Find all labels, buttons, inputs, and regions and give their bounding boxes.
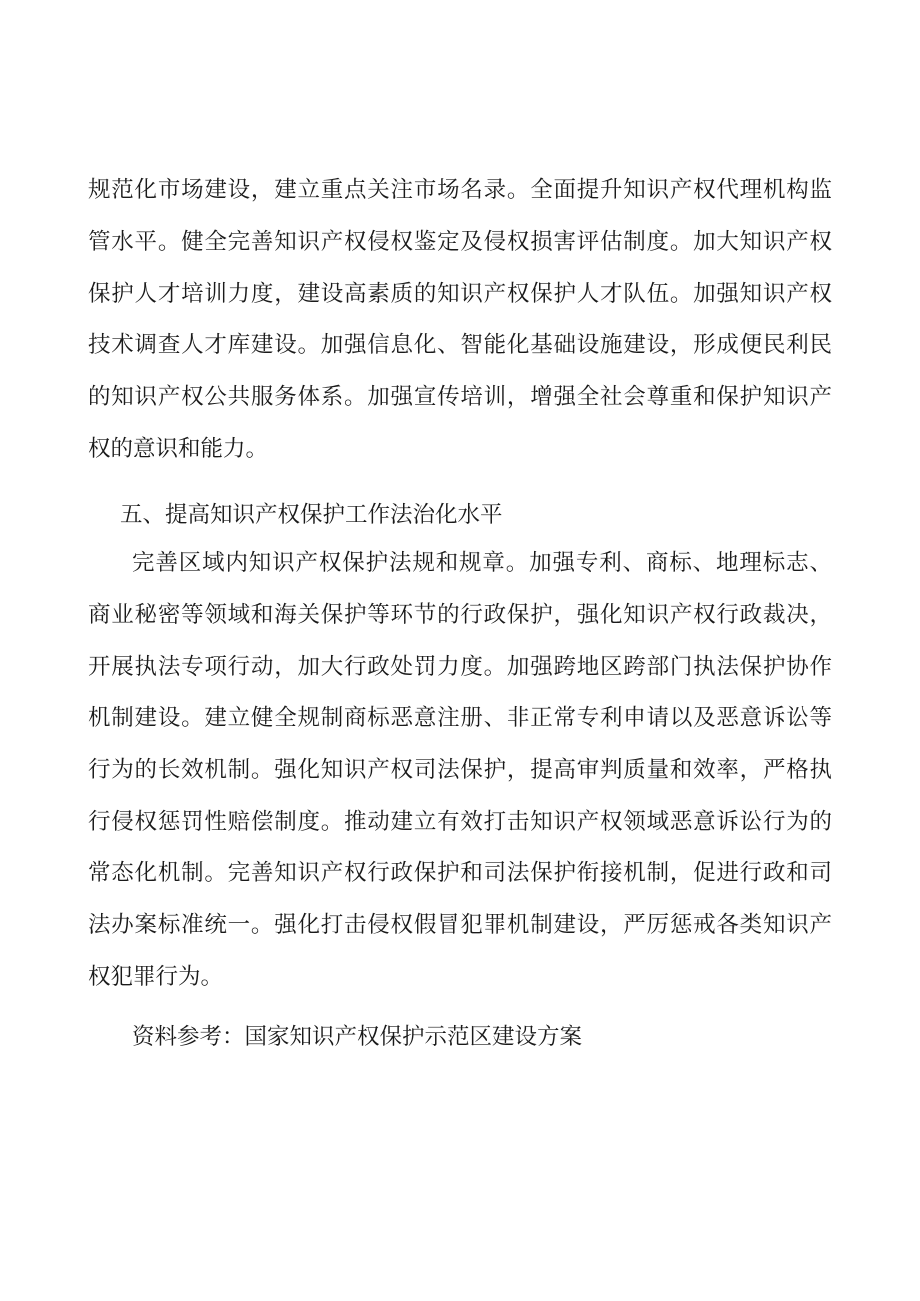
section5-line-4: 机制建设。建立健全规制商标恶意注册、非正常专利申请以及恶意诉讼等 — [88, 705, 832, 731]
paragraph1-line-4: 技术调查人才库建设。加强信息化、智能化基础设施建设，形成便民利民 — [88, 332, 832, 358]
section5-line-3: 开展执法专项行动，加大行政处罚力度。加强跨地区跨部门执法保护协作 — [88, 654, 832, 680]
section5-line-7: 常态化机制。完善知识产权行政保护和司法保护衔接机制，促进行政和司 — [88, 860, 832, 886]
section5-line-2: 商业秘密等领域和海关保护等环节的行政保护，强化知识产权行政裁决， — [88, 602, 832, 628]
section5-line-6: 行侵权惩罚性赔偿制度。推动建立有效打击知识产权领域恶意诉讼行为的 — [88, 809, 832, 835]
paragraph1-line-3: 保护人才培训力度，建设高素质的知识产权保护人才队伍。加强知识产权 — [88, 281, 832, 307]
paragraph1-line-2: 管水平。健全完善知识产权侵权鉴定及侵权损害评估制度。加大知识产权 — [88, 229, 832, 255]
section5-line-8: 法办案标准统一。强化打击侵权假冒犯罪机制建设，严厉惩戒各类知识产 — [88, 912, 832, 938]
section5-line-5: 行为的长效机制。强化知识产权司法保护，提高审判质量和效率，严格执 — [88, 757, 832, 783]
section-heading: 五、提高知识产权保护工作法治化水平 — [120, 502, 503, 528]
paragraph1-line-5: 的知识产权公共服务体系。加强宣传培训，增强全社会尊重和保护知识产 — [88, 384, 832, 410]
paragraph1-line-1: 规范化市场建设，建立重点关注市场名录。全面提升知识产权代理机构监 — [88, 177, 832, 203]
paragraph1-line-6: 权的意识和能力。 — [88, 436, 269, 462]
section5-line-9: 权犯罪行为。 — [88, 964, 224, 990]
section5-line-1: 完善区域内知识产权保护法规和规章。加强专利、商标、地理标志、 — [132, 550, 832, 576]
reference-note: 资料参考：国家知识产权保护示范区建设方案 — [132, 1024, 583, 1050]
